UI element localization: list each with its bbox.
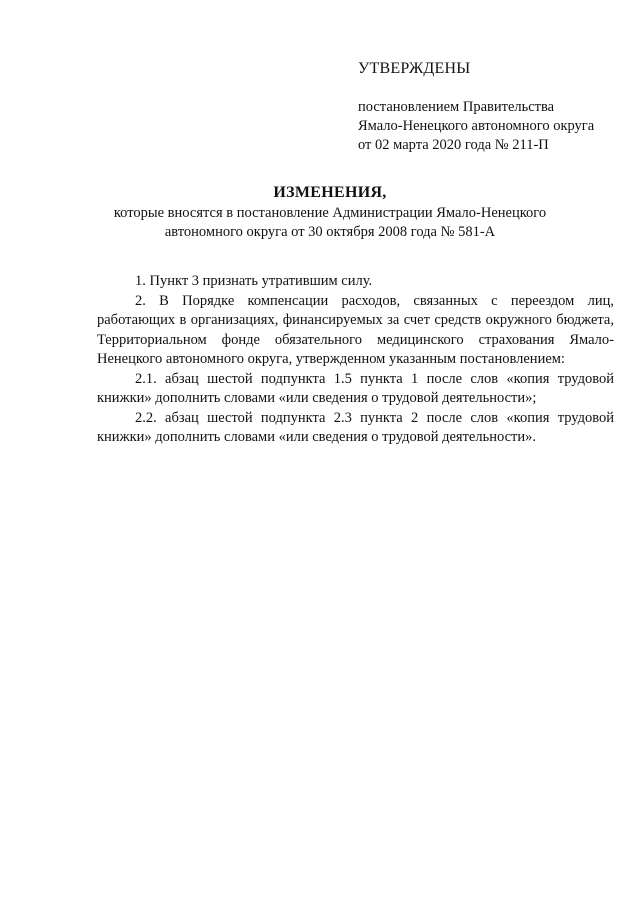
paragraph-item-1: 1. Пункт 3 признать утратившим силу. [135, 273, 373, 289]
approval-block [358, 60, 628, 155]
title-block [40, 184, 620, 242]
document-body [97, 272, 614, 448]
document-title: ИЗМЕНЕНИЯ, [273, 184, 387, 201]
approval-heading: УТВЕРЖДЕНЫ [358, 60, 471, 77]
document-subtitle-line-2: автономного округа от 30 октября 2008 года № 581-А [164, 224, 496, 240]
document-subtitle-line-1: которые вносятся в постановление Администрации Ямало-Ненецкого [113, 205, 547, 221]
approval-line-2: Ямало-Ненецкого автономного округа [358, 118, 595, 134]
paragraph-item-2-2: 2.2. абзац шестой подпункта 2.3 пункта 2 после слов «копия трудовой книжки» дополнить словами «или сведения о трудовой деятельности». [97, 409, 614, 445]
approval-line-1: постановлением Правительства [358, 99, 555, 115]
paragraph-item-2-1: 2.1. абзац шестой подпункта 1.5 пункта 1 после слов «копия трудовой книжки» дополнить словами «или сведения о трудовой деятельности»; [97, 370, 614, 406]
approval-line-3: от 02 марта 2020 года № 211-П [358, 137, 549, 153]
paragraph-item-2: 2. В Порядке компенсации расходов, связанных с переездом лиц, работающих в организациях, финансируемых за счет средств окружного бюджета, Территориальном фонде обязательного медицинского страхования Ямало-Ненецкого автономного округа, утвержденном указанным постановлением: [97, 292, 614, 367]
